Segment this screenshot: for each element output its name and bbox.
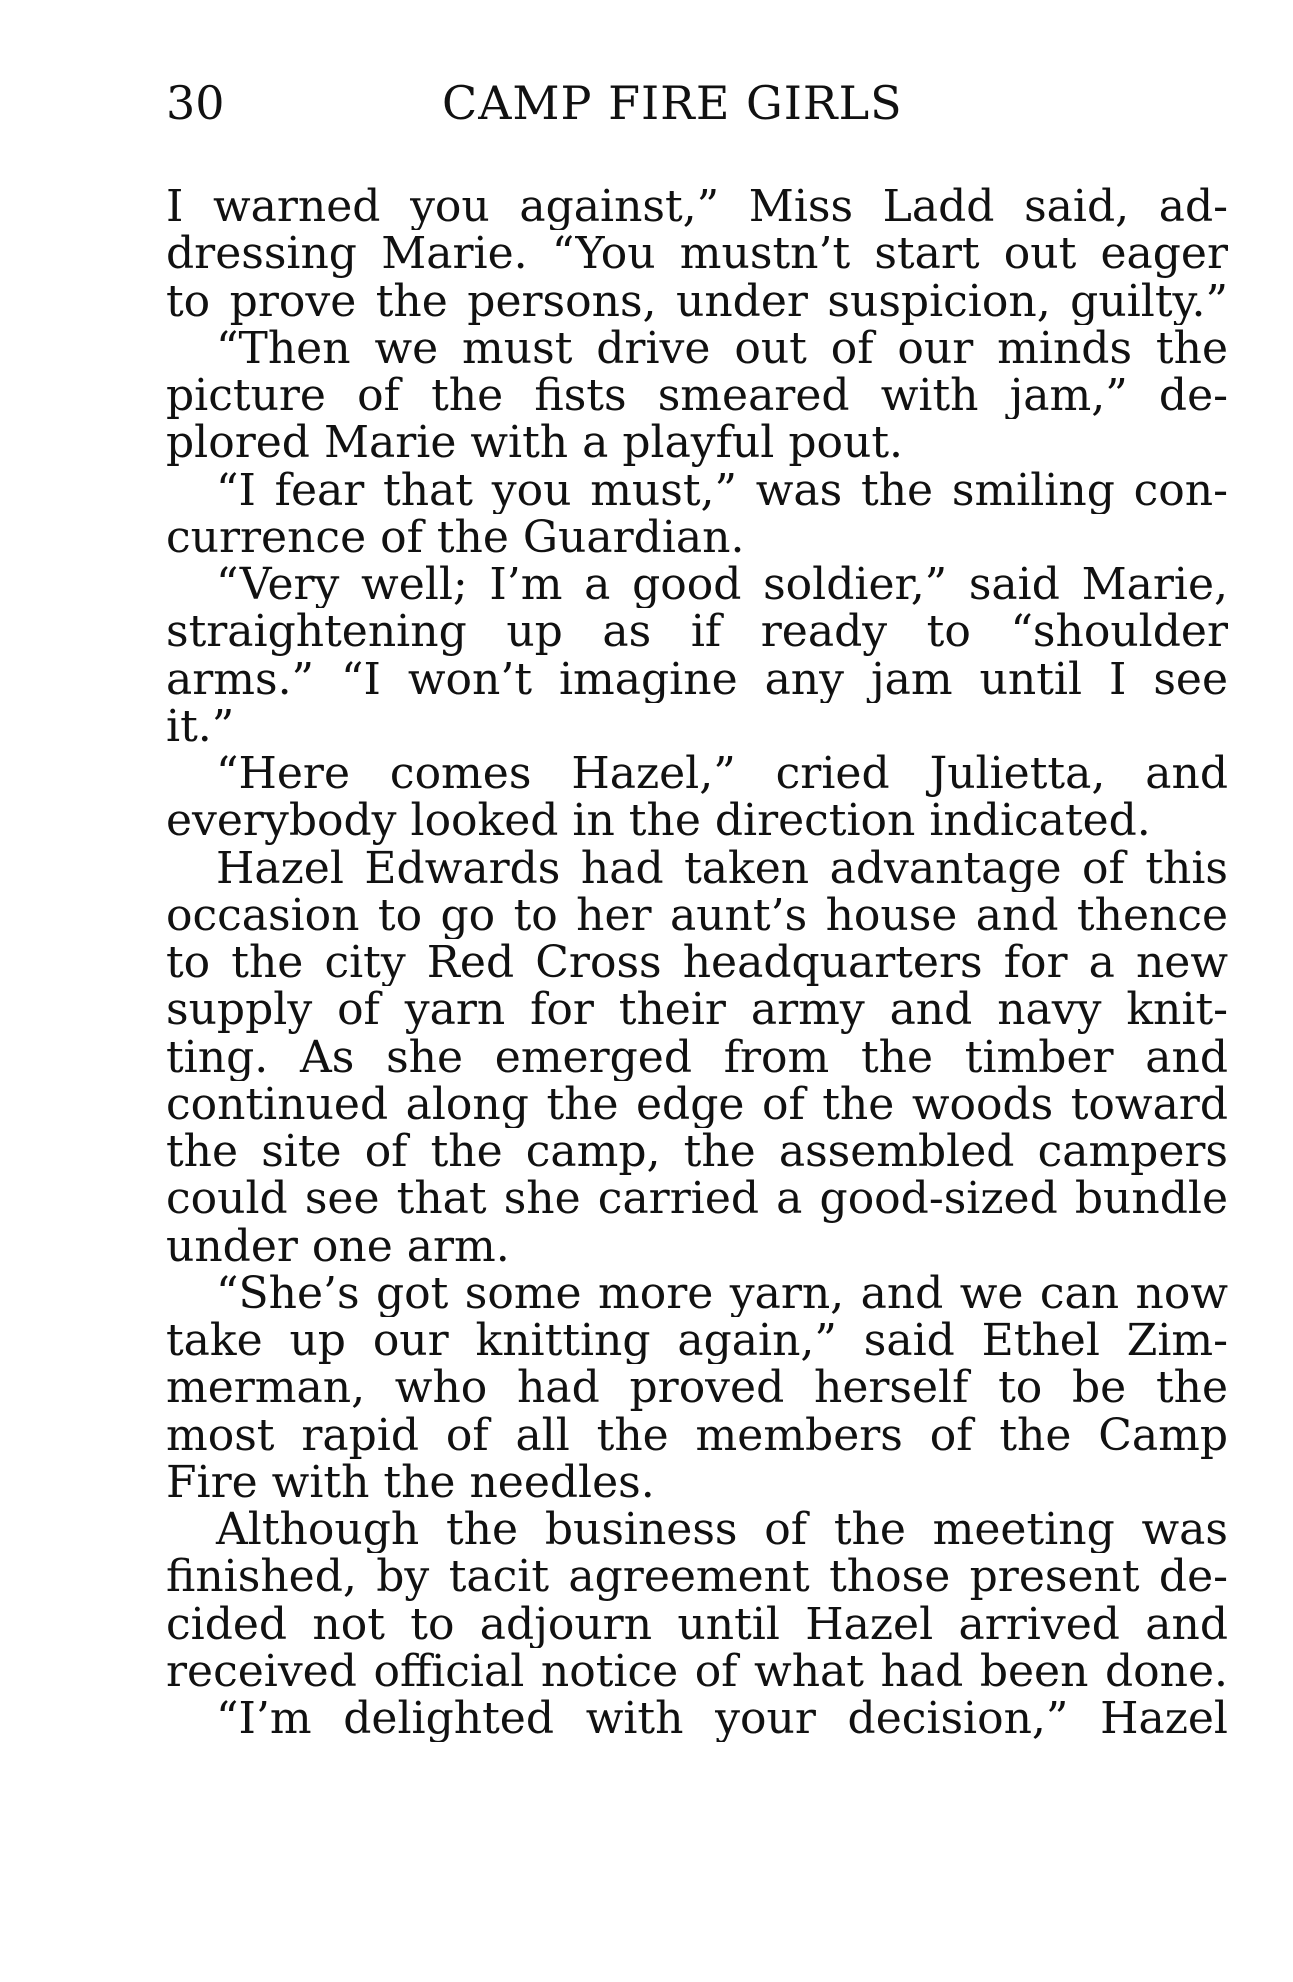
text-line: received official notice of what had been done. bbox=[166, 1647, 1228, 1695]
text-line: everybody looked in the direction indicated. bbox=[166, 797, 1151, 845]
text-line: Although the business of the meeting was bbox=[216, 1506, 1228, 1554]
text-line: finished, by tacit agreement those present de- bbox=[166, 1553, 1228, 1601]
text-line: supply of yarn for their army and navy knit- bbox=[166, 986, 1228, 1034]
text-line: Fire with the needles. bbox=[166, 1458, 655, 1506]
text-line: “She’s got some more yarn, and we can now bbox=[216, 1269, 1228, 1317]
text-line: straightening up as if ready to “shoulder bbox=[166, 608, 1228, 656]
text-line: it.” bbox=[166, 702, 235, 750]
text-line: continued along the edge of the woods toward bbox=[166, 1080, 1228, 1128]
text-line: arms.” “I won’t imagine any jam until I see bbox=[166, 655, 1228, 703]
text-line: under one arm. bbox=[166, 1222, 510, 1270]
text-line: the site of the camp, the assembled campers bbox=[166, 1128, 1228, 1176]
text-line: ting. As she emerged from the timber and bbox=[166, 1033, 1228, 1081]
body-text bbox=[166, 183, 1228, 1742]
text-line: most rapid of all the members of the Camp bbox=[166, 1411, 1228, 1459]
text-line: to the city Red Cross headquarters for a new bbox=[166, 939, 1228, 987]
text-line: “I’m delighted with your decision,” Hazel bbox=[216, 1695, 1228, 1743]
text-line: to prove the persons, under suspicion, guilty.” bbox=[166, 277, 1228, 325]
text-line: take up our knitting again,” said Ethel Zim- bbox=[166, 1317, 1228, 1365]
page-header bbox=[166, 68, 1226, 138]
text-line: Hazel Edwards had taken advantage of this bbox=[216, 844, 1228, 892]
text-line: dressing Marie. “You mustn’t start out eager bbox=[166, 230, 1228, 278]
text-line: occasion to go to her aunt’s house and thence bbox=[166, 891, 1228, 939]
text-line: “I fear that you must,” was the smiling con- bbox=[216, 466, 1228, 514]
text-line: “Very well; I’m a good soldier,” said Marie, bbox=[216, 561, 1228, 609]
text-line: currence of the Guardian. bbox=[166, 513, 745, 561]
text-line: merman, who had proved herself to be the bbox=[166, 1364, 1228, 1412]
text-line: plored Marie with a playful pout. bbox=[166, 419, 903, 467]
text-line: picture of the fists smeared with jam,” de- bbox=[166, 372, 1228, 420]
running-title: CAMP FIRE GIRLS bbox=[442, 76, 903, 130]
text-line: “Then we must drive out of our minds the bbox=[216, 324, 1228, 372]
text-line: could see that she carried a good-sized bundle bbox=[166, 1175, 1228, 1223]
text-line: I warned you against,” Miss Ladd said, ad- bbox=[166, 183, 1228, 231]
page-number: 30 bbox=[166, 76, 225, 130]
text-line: cided not to adjourn until Hazel arrived and bbox=[166, 1600, 1228, 1648]
text-line: “Here comes Hazel,” cried Julietta, and bbox=[216, 750, 1228, 798]
